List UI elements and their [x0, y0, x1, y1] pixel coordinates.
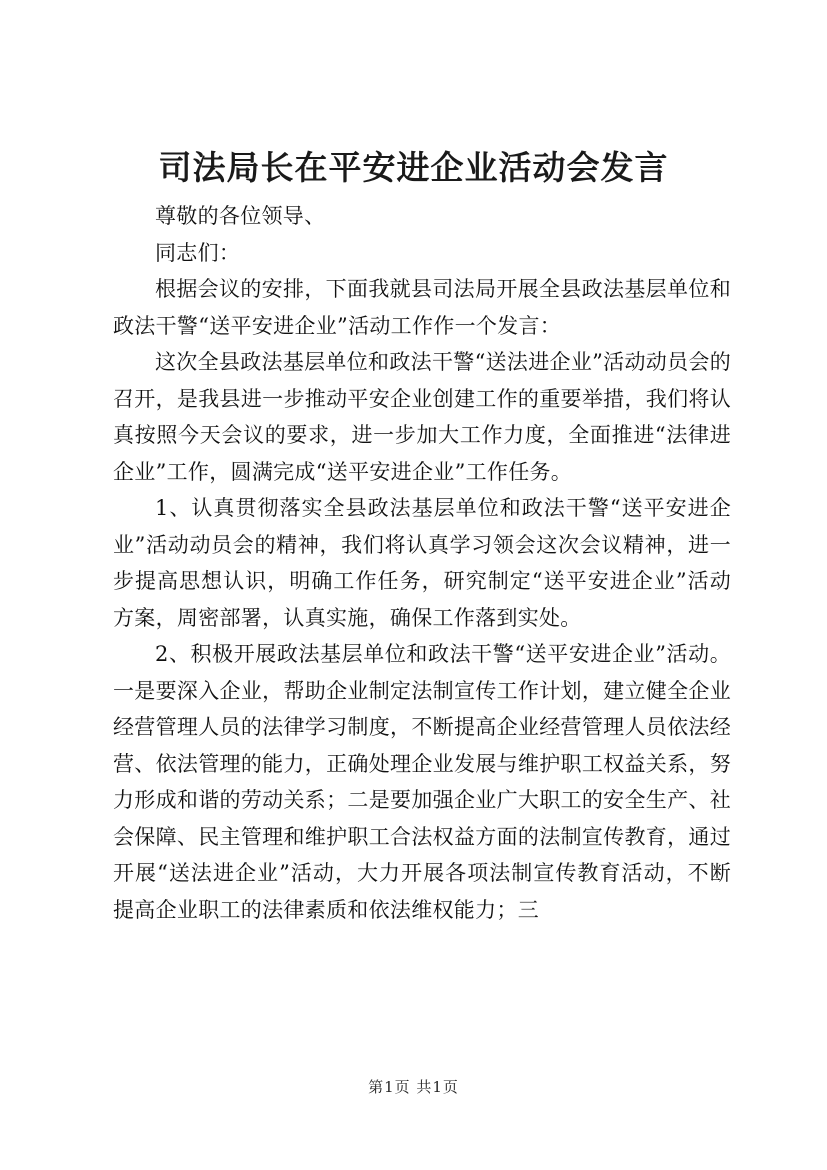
- point-1-paragraph: 1、认真贯彻落实全县政法基层单位和政法干警“送平安进企业”活动动员会的精神，我们将认真学习领会这次会议精神，进一步提高思想认识，明确工作任务，研究制定“送平安进企业”活动方案，周密部署，认真实施，确保工作落到实处。: [113, 496, 731, 630]
- point-2-paragraph: 2、积极开展政法基层单位和政法干警“送平安进企业”活动。一是要深入企业，帮助企业制定法制宣传工作计划，建立健全企业经营管理人员的法律学习制度，不断提高企业经营管理人员依法经营、依法管理的能力，正确处理企业发展与维护职工权益关系，努力形成和谐的劳动关系；二是要加强企业广大职工的安全生产、社会保障、民主管理和维护职工合法权益方面的法制宣传教育，通过开展“送法进企业”活动，大力开展各项法制宣传教育活动，不断提高企业职工的法律素质和依法维权能力；三: [113, 642, 731, 922]
- salutation-line-2: 同志们：: [155, 240, 241, 265]
- salutation-line-1: 尊敬的各位领导、: [155, 204, 326, 228]
- document-title: 司法局长在平安进企业活动会发言: [158, 148, 669, 187]
- context-paragraph: 这次全县政法基层单位和政法干警“送法进企业”活动动员会的召开，是我县进一步推动平安企业创建工作的重要举措，我们将认真按照今天会议的要求，进一步加大工作力度，全面推进“法律进企业”工作，圆满完成“送平安进企业”工作任务。: [113, 350, 731, 484]
- intro-paragraph: 根据会议的安排，下面我就县司法局开展全县政法基层单位和政法干警“送平安进企业”活动工作作一个发言：: [113, 277, 731, 338]
- page-footer: 第1页 共1页: [368, 1078, 459, 1096]
- document-body: [113, 198, 731, 928]
